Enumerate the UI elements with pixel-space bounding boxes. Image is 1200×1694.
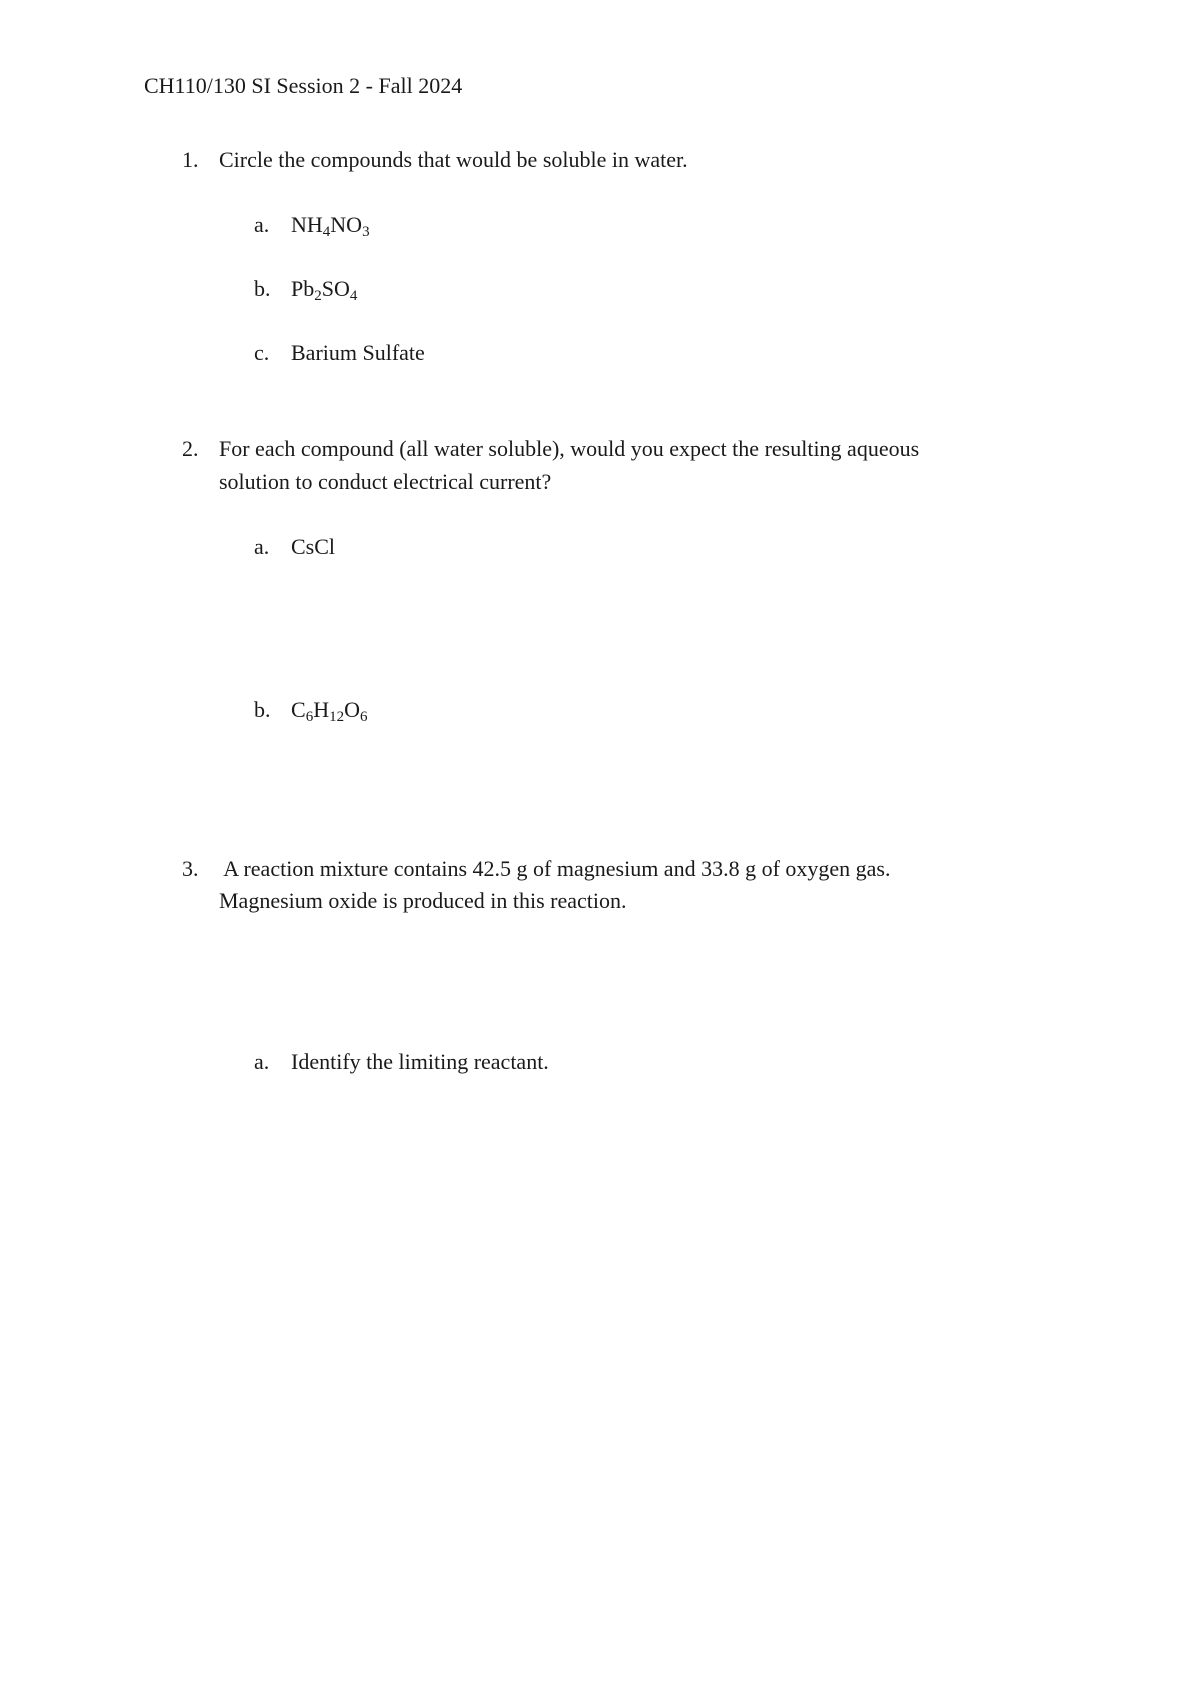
question-1-part-b-formula — [291, 276, 357, 302]
formula-symbol: C — [291, 697, 306, 722]
question-2-text-line-2: solution to conduct electrical current? — [219, 469, 552, 494]
formula-symbol: SO — [321, 276, 350, 301]
question-2-part-a-text: CsCl — [291, 534, 336, 559]
question-1-part-a-letter: a. — [254, 212, 270, 237]
question-1-text: Circle the compounds that would be soluble in water. — [219, 147, 688, 172]
question-2-text-line-1: For each compound (all water soluble), would you expect the resulting aqueous — [219, 436, 920, 461]
formula-symbol: O — [344, 697, 360, 722]
formula-symbol: H — [313, 697, 330, 722]
formula-subscript: 12 — [329, 709, 345, 725]
question-1-number: 1. — [182, 147, 199, 172]
question-3-part-a-text: Identify the limiting reactant. — [291, 1049, 549, 1074]
formula-symbol: NO — [330, 212, 363, 237]
formula-subscript: 6 — [359, 709, 368, 725]
question-3-text-line-2: Magnesium oxide is produced in this reaction. — [219, 888, 627, 913]
formula-subscript: 4 — [349, 288, 358, 304]
question-3-text-line-1: A reaction mixture contains 42.5 g of magnesium and 33.8 g of oxygen gas. — [219, 856, 891, 881]
question-1-part-c-text: Barium Sulfate — [291, 340, 425, 365]
question-2-part-b-letter: b. — [254, 697, 271, 722]
question-2-number: 2. — [182, 436, 199, 461]
page-title: CH110/130 SI Session 2 - Fall 2024 — [144, 73, 463, 98]
formula-subscript: 3 — [362, 224, 370, 240]
question-1-part-c-letter: c. — [254, 340, 270, 365]
formula-subscript: 4 — [322, 224, 331, 240]
formula-subscript: 2 — [314, 288, 322, 304]
question-3-number: 3. — [182, 856, 199, 881]
formula-symbol: Pb — [291, 276, 315, 301]
question-2-part-a-letter: a. — [254, 534, 270, 559]
question-2-part-b-formula — [291, 697, 367, 723]
question-1-part-a-formula — [291, 212, 370, 238]
question-3-part-a-letter: a. — [254, 1049, 270, 1074]
formula-symbol: NH — [291, 212, 323, 237]
question-1-part-b-letter: b. — [254, 276, 271, 301]
formula-subscript: 6 — [305, 709, 314, 725]
